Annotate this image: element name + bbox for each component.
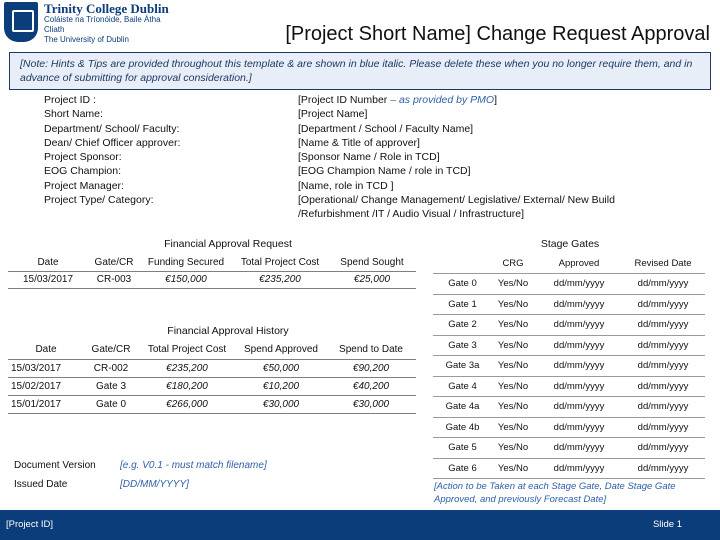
cell-total-cost: €266,000	[138, 395, 236, 413]
document-info-table	[14, 456, 414, 494]
table-row	[433, 417, 705, 438]
cell-crg: Yes/No	[489, 335, 537, 356]
table-row	[433, 356, 705, 377]
cell-spend-approved: €50,000	[236, 359, 326, 377]
cell-approved: dd/mm/yyyy	[537, 397, 621, 418]
col-spend-sought: Spend Sought	[328, 254, 416, 271]
value-sponsor: [Sponsor Name / Role in TCD]	[298, 151, 440, 164]
col-spend-approved: Spend Approved	[236, 341, 326, 359]
cell-revised-date: dd/mm/yyyy	[621, 397, 705, 418]
value-dean: [Name & Title of approver]	[298, 136, 420, 149]
table-row	[8, 359, 416, 377]
label-project-id: Project ID :	[44, 94, 96, 106]
cell-approved: dd/mm/yyyy	[537, 335, 621, 356]
hints-note: [Note: Hints & Tips are provided throughout this template & are shown in blue italic. Please delete these when you no longer require them, and in advance of submitting for approval consideration.]	[9, 52, 711, 90]
logo-main-text: Trinity College Dublin	[44, 1, 169, 16]
table-header-row	[433, 253, 705, 274]
cell-crg: Yes/No	[489, 376, 537, 397]
table-row	[8, 395, 416, 413]
cell-crg: Yes/No	[489, 315, 537, 336]
cell-revised-date: dd/mm/yyyy	[621, 294, 705, 315]
cell-gate: Gate 2	[433, 315, 489, 336]
col-total-project-cost: Total Project Cost	[138, 341, 236, 359]
logo-sub-english: The University of Dublin	[44, 35, 129, 44]
cell-revised-date: dd/mm/yyyy	[621, 356, 705, 377]
cell-gate: Gate 5	[433, 438, 489, 459]
stage-gates-hint: [Action to be Taken at each Stage Gate, Date Stage Gate Approved, and previously Forecast Date]	[434, 481, 676, 505]
cell-revised-date: dd/mm/yyyy	[621, 458, 705, 479]
table-row	[433, 294, 705, 315]
table-row	[433, 397, 705, 418]
cell-revised-date: dd/mm/yyyy	[621, 274, 705, 295]
cell-gate: Gate 1	[433, 294, 489, 315]
cell-approved: dd/mm/yyyy	[537, 294, 621, 315]
col-date: Date	[8, 341, 84, 359]
col-gate	[433, 253, 489, 274]
cell-date: 15/03/2017	[8, 359, 84, 377]
cell-approved: dd/mm/yyyy	[537, 315, 621, 336]
col-funding-secured: Funding Secured	[140, 254, 232, 271]
cell-date: 15/02/2017	[8, 377, 84, 395]
col-gate-cr: Gate/CR	[84, 341, 138, 359]
table-row	[8, 377, 416, 395]
approval-history-table	[8, 341, 416, 414]
table-header-row	[8, 341, 416, 359]
stage-gates-caption: Stage Gates	[540, 238, 600, 250]
cell-date: 15/03/2017	[8, 271, 88, 288]
cell-funding-secured: €150,000	[140, 271, 232, 288]
project-id-close: ]	[494, 94, 498, 106]
project-id-hint: – as provided by PMO	[387, 94, 495, 106]
cell-revised-date: dd/mm/yyyy	[621, 438, 705, 459]
col-total-project-cost: Total Project Cost	[232, 254, 328, 271]
cell-gate: Gate 4a	[433, 397, 489, 418]
cell-gate: Gate 4b	[433, 417, 489, 438]
col-date: Date	[8, 254, 88, 271]
cell-approved: dd/mm/yyyy	[537, 356, 621, 377]
approval-request-caption: Financial Approval Request	[164, 238, 292, 250]
issued-date-value: [DD/MM/YYYY]	[120, 479, 189, 490]
col-approved: Approved	[537, 253, 621, 274]
cell-crg: Yes/No	[489, 397, 537, 418]
cell-total-cost: €235,200	[232, 271, 328, 288]
cell-crg: Yes/No	[489, 294, 537, 315]
table-row	[433, 335, 705, 356]
cell-total-cost: €235,200	[138, 359, 236, 377]
cell-revised-date: dd/mm/yyyy	[621, 417, 705, 438]
cell-crg: Yes/No	[489, 438, 537, 459]
cell-gate-cr: Gate 0	[84, 395, 138, 413]
col-spend-to-date: Spend to Date	[326, 341, 416, 359]
table-row	[433, 438, 705, 459]
label-sponsor: Project Sponsor:	[44, 151, 122, 164]
col-revised-date: Revised Date	[621, 253, 705, 274]
project-id-text: [Project ID Number	[298, 94, 388, 106]
cell-gate-cr: Gate 3	[84, 377, 138, 395]
cell-crg: Yes/No	[489, 458, 537, 479]
cell-crg: Yes/No	[489, 356, 537, 377]
cell-spend-sought: €25,000	[328, 271, 416, 288]
cell-gate: Gate 4	[433, 376, 489, 397]
issued-date-label: Issued Date	[14, 479, 68, 490]
issued-date-row	[14, 475, 414, 494]
document-version-value: [e.g. V0.1 - must match filename]	[120, 460, 267, 471]
label-project-type: Project Type/ Category:	[44, 194, 154, 207]
label-eog-champion: EOG Champion:	[44, 165, 122, 178]
label-project-manager: Project Manager:	[44, 179, 124, 192]
value-project-type: [Operational/ Change Management/ Legislative/ External/ New Build /Refurbishment /IT / Audio Visual / Infrastructure]	[298, 194, 615, 221]
cell-revised-date: dd/mm/yyyy	[621, 335, 705, 356]
tcd-logo	[4, 2, 174, 42]
cell-approved: dd/mm/yyyy	[537, 274, 621, 295]
table-row	[433, 376, 705, 397]
cell-approved: dd/mm/yyyy	[537, 458, 621, 479]
value-project-manager: [Name, role in TCD ]	[298, 179, 394, 192]
cell-date: 15/01/2017	[8, 395, 84, 413]
approval-history-caption: Financial Approval History	[167, 325, 289, 337]
slide-title: [Project Short Name] Change Request Approval	[285, 23, 710, 45]
cell-gate: Gate 6	[433, 458, 489, 479]
table-row	[433, 315, 705, 336]
document-version-label: Document Version	[14, 460, 96, 471]
stage-gates-table	[433, 253, 705, 479]
value-project-id	[298, 93, 658, 107]
value-department: [Department / School / Faculty Name]	[298, 122, 474, 135]
label-short-name: Short Name:	[44, 108, 103, 121]
value-eog-champion: [EOG Champion Name / role in TCD]	[298, 165, 471, 178]
project-info-labels	[44, 93, 180, 207]
cell-spend-to-date: €30,000	[326, 395, 416, 413]
cell-total-cost: €180,200	[138, 377, 236, 395]
cell-approved: dd/mm/yyyy	[537, 417, 621, 438]
table-header-row	[8, 254, 416, 271]
tcd-crest-icon	[4, 2, 38, 42]
project-info-values	[298, 93, 658, 222]
col-gate-cr: Gate/CR	[88, 254, 140, 271]
cell-gate-cr: CR-002	[84, 359, 138, 377]
label-dean: Dean/ Chief Officer approver:	[44, 136, 181, 149]
footer-bar	[0, 510, 720, 540]
cell-approved: dd/mm/yyyy	[537, 438, 621, 459]
table-row	[433, 274, 705, 295]
approval-request-table	[8, 254, 416, 289]
cell-crg: Yes/No	[489, 417, 537, 438]
cell-spend-to-date: €40,200	[326, 377, 416, 395]
footer-project-id: [Project ID]	[6, 519, 53, 530]
cell-gate: Gate 0	[433, 274, 489, 295]
table-row	[433, 458, 705, 479]
cell-spend-to-date: €90,200	[326, 359, 416, 377]
value-short-name: [Project Name]	[298, 108, 368, 121]
cell-revised-date: dd/mm/yyyy	[621, 315, 705, 336]
logo-sub-irish: Coláiste na Tríonóide, Baile Átha Cliath	[44, 15, 161, 34]
label-department: Department/ School/ Faculty:	[44, 122, 180, 135]
cell-crg: Yes/No	[489, 274, 537, 295]
cell-gate: Gate 3	[433, 335, 489, 356]
cell-spend-approved: €30,000	[236, 395, 326, 413]
cell-spend-approved: €10,200	[236, 377, 326, 395]
cell-gate-cr: CR-003	[88, 271, 140, 288]
document-version-row	[14, 456, 414, 475]
cell-gate: Gate 3a	[433, 356, 489, 377]
cell-approved: dd/mm/yyyy	[537, 376, 621, 397]
col-crg: CRG	[489, 253, 537, 274]
slide-number: Slide 1	[652, 519, 682, 530]
table-row	[8, 271, 416, 288]
cell-revised-date: dd/mm/yyyy	[621, 376, 705, 397]
